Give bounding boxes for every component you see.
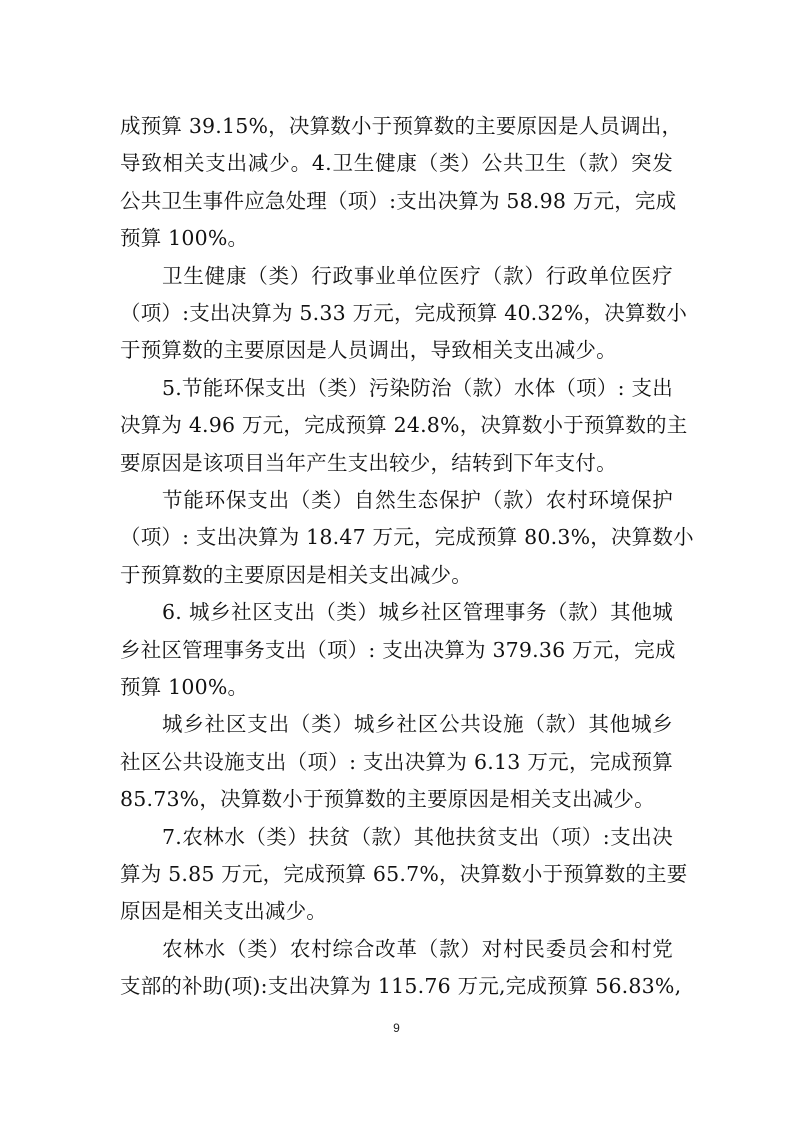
text-line: 公共卫生事件应急处理（项）:支出决算为 58.98 万元，完成 bbox=[120, 188, 677, 213]
text-line: 决算为 4.96 万元，完成预算 24.8%，决算数小于预算数的主 bbox=[120, 413, 688, 438]
text-line: 要原因是该项目当年产生支出较少，结转到下年支付。 bbox=[120, 450, 617, 475]
text-line: 6. 城乡社区支出（类）城乡社区管理事务（款）其他城 bbox=[162, 600, 673, 625]
text-line: 成预算 39.15%，决算数小于预算数的主要原因是人员调出， bbox=[120, 114, 683, 138]
text-line: 于预算数的主要原因是人员调出，导致相关支出减少。 bbox=[120, 338, 617, 363]
text-line: 农林水（类）农村综合改革（款）对村民委员会和村党 bbox=[162, 936, 673, 961]
text-line: （项）:支出决算为 5.33 万元，完成预算 40.32%，决算数小 bbox=[120, 301, 688, 325]
text-line: 导致相关支出减少。4.卫生健康（类）公共卫生（款）突发 bbox=[120, 151, 673, 176]
text-line: 节能环保支出（类）自然生态保护（款）农村环境保护 bbox=[162, 488, 673, 512]
text-line: 预算 100%。 bbox=[120, 675, 249, 699]
text-line: 卫生健康（类）行政事业单位医疗（款）行政单位医疗 bbox=[162, 263, 673, 288]
text-line: 原因是相关支出减少。 bbox=[120, 899, 327, 924]
text-line: 社区公共设施支出（项）: 支出决算为 6.13 万元，完成预算 bbox=[120, 749, 673, 774]
text-line: （项）: 支出决算为 18.47 万元，完成预算 80.3%，决算数小 bbox=[120, 525, 694, 550]
text-line: 于预算数的主要原因是相关支出减少。 bbox=[120, 562, 472, 587]
text-line: 5.节能环保支出（类）污染防治（款）水体（项）: 支出 bbox=[162, 375, 673, 400]
text-line: 预算 100%。 bbox=[120, 226, 249, 251]
text-line: 城乡社区支出（类）城乡社区公共设施（款）其他城乡 bbox=[162, 712, 673, 737]
page-number: 9 bbox=[393, 1021, 400, 1035]
text-line: 7.农林水（类）扶贫（款）其他扶贫支出（项）:支出决 bbox=[162, 824, 673, 849]
text-line: 85.73%，决算数小于预算数的主要原因是相关支出减少。 bbox=[120, 787, 655, 812]
text-line: 乡社区管理事务支出（项）: 支出决算为 379.36 万元，完成 bbox=[120, 637, 676, 662]
text-line: 算为 5.85 万元，完成预算 65.7%，决算数小于预算数的主要 bbox=[120, 862, 688, 886]
text-line: 支部的补助(项):支出决算为 115.76 万元,完成预算 56.83%, bbox=[120, 974, 682, 999]
